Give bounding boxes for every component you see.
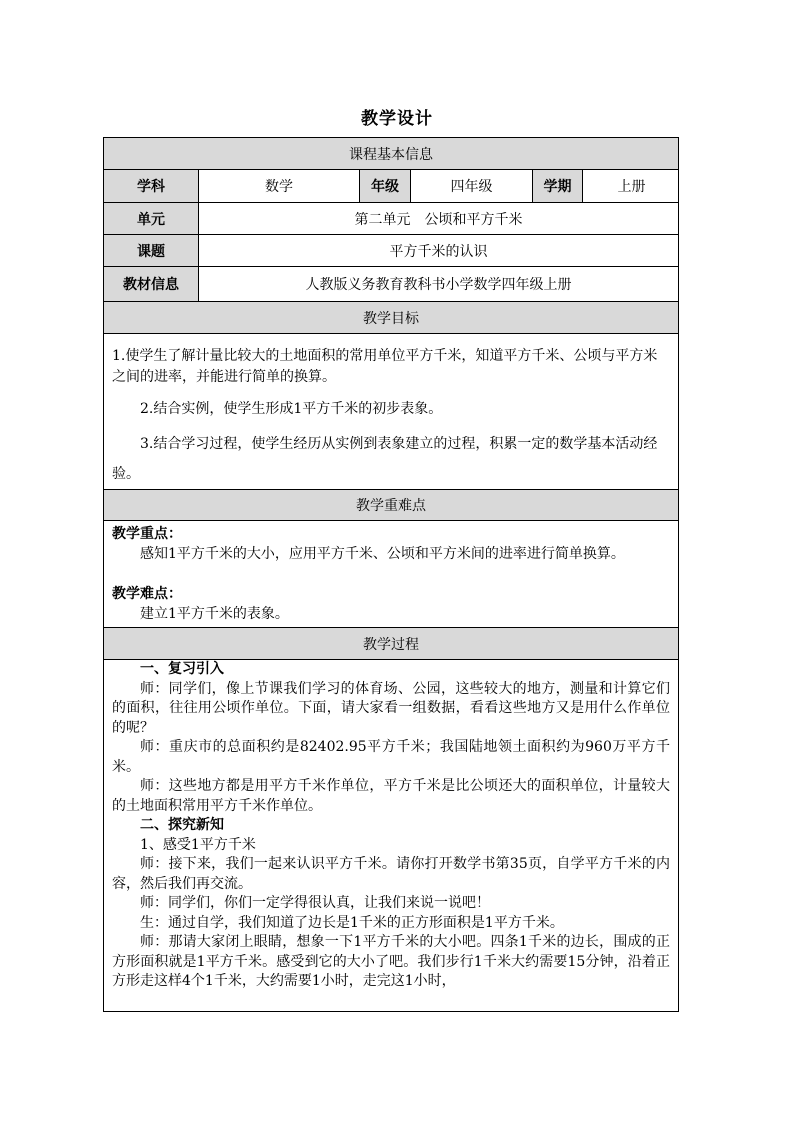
topic-label: 课题 <box>104 235 199 266</box>
objective-item-1: 1.使学生了解计量比较大的土地面积的常用单位平方千米，知道平方千米、公顷与平方米之间的进率，并能进行简单的换算。 <box>112 348 658 385</box>
focus-text: 感知1平方千米的大小，应用平方千米、公顷和平方米间的进率进行简单换算。 <box>140 546 625 562</box>
textbook-label: 教材信息 <box>104 267 199 301</box>
process-header-text: 教学过程 <box>363 636 419 653</box>
process-body <box>112 660 670 992</box>
process-paragraph: 师：那请大家闭上眼睛，想象一下1平方千米的大小吧。四条1千米的边长，围成的正方形面积就是1平方千米。感受到它的大小了吧。我们步行1千米大约需要15分钟，沿着正方形走这样4个1千米，大约需要1小时，走完这1小时， <box>112 934 670 989</box>
focus-label: 教学重点： <box>112 526 182 542</box>
objectives-content <box>104 334 678 490</box>
textbook-row <box>104 267 678 302</box>
subject-label: 学科 <box>104 170 199 202</box>
lesson-plan-table <box>103 137 679 1012</box>
textbook-value: 人教版义务教育教科书小学数学四年级上册 <box>305 277 572 293</box>
objectives-header <box>104 302 678 334</box>
key-points-header <box>104 490 678 521</box>
process-header <box>104 628 678 660</box>
difficulty-text: 建立1平方千米的表象。 <box>140 606 289 622</box>
unit-value: 第二单元 公顷和平方千米 <box>354 211 523 228</box>
key-points-content <box>104 521 678 628</box>
process-paragraph: 师：这些地方都是用平方千米作单位，平方千米是比公顷还大的面积单位，计量较大的土地面积常用平方千米作单位。 <box>112 778 670 814</box>
objective-item-3: 3.结合学习过程，使学生经历从实例到表象建立的过程，积累一定的数学基本活动经验。 <box>112 436 658 482</box>
key-points-header-text: 教学重难点 <box>356 498 426 514</box>
topic-value: 平方千米的认识 <box>389 243 488 260</box>
process-paragraph: 师：接下来，我们一起来认识平方千米。请你打开数学书第35页，自学平方千米的内容，然后我们再交流。 <box>112 856 670 892</box>
section-explore: 二、探究新知 <box>140 817 224 833</box>
unit-label: 单元 <box>104 203 199 234</box>
objective-item-2: 2.结合实例，使学生形成1平方千米的初步表象。 <box>140 401 443 417</box>
term-label: 学期 <box>533 170 583 202</box>
basic-info-header <box>104 138 678 170</box>
term-value: 上册 <box>617 179 646 195</box>
objectives-header-text: 教学目标 <box>363 310 419 327</box>
grade-value: 四年级 <box>411 170 533 202</box>
basic-info-header-text: 课程基本信息 <box>349 146 433 163</box>
subject-value: 数学 <box>199 170 360 202</box>
process-paragraph: 生：通过自学，我们知道了边长是1千米的正方形面积是1平方千米。 <box>140 914 564 931</box>
process-content <box>104 660 678 1012</box>
page-title: 教学设计 <box>361 109 433 129</box>
subject-row <box>104 170 678 203</box>
process-paragraph: 师：重庆市的总面积约是82402.95平方千米；我国陆地领土面积约为960万平方千米。 <box>112 739 670 775</box>
section-review: 一、复习引入 <box>140 661 224 677</box>
process-paragraph: 师：同学们，你们一定学得很认真，让我们来说一说吧！ <box>140 895 490 911</box>
grade-label: 年级 <box>360 170 411 202</box>
topic-row <box>104 235 678 267</box>
difficulty-label: 教学难点： <box>112 586 182 602</box>
unit-row <box>104 203 678 235</box>
subsection-feel: 1、感受1平方千米 <box>140 836 256 853</box>
process-paragraph: 师：同学们，像上节课我们学习的体育场、公园，这些较大的地方，测量和计算它们的面积，往往用公顷作单位。下面，请大家看一组数据，看看这些地方又是用什么作单位的呢？ <box>112 680 670 736</box>
